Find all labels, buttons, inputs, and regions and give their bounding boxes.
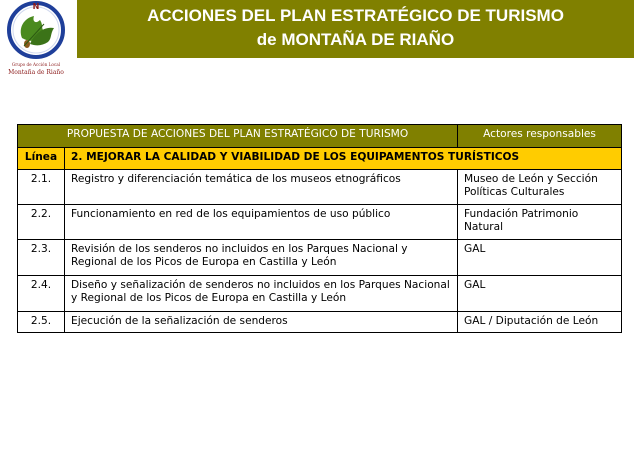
page-title-line2: de MONTAÑA DE RIAÑO (256, 30, 455, 49)
row-actor: GAL / Diputación de León (458, 312, 622, 333)
row-description: Revisión de los senderos no incluidos en los Parques Nacional y Regional de los Picos de Europa en Castilla y León (65, 240, 458, 276)
row-number: 2.2. (18, 205, 65, 240)
page-title-line1: ACCIONES DEL PLAN ESTRATÉGICO DE TURISMO (147, 6, 564, 25)
section-title: 2. MEJORAR LA CALIDAD Y VIABILIDAD DE LOS EQUIPAMENTOS TURÍSTICOS (65, 148, 622, 170)
table-row (18, 276, 622, 312)
table-row (18, 205, 622, 240)
header-actors: Actores responsables (458, 125, 622, 148)
row-actor: GAL (458, 276, 622, 312)
logo-text-line2: Montaña de Riaño (8, 69, 64, 76)
row-number: 2.1. (18, 170, 65, 205)
row-actor: Museo de León y Sección Políticas Culturales (458, 170, 622, 205)
row-description: Registro y diferenciación temática de los museos etnográficos (65, 170, 458, 205)
row-actor: Fundación Patrimonio Natural (458, 205, 622, 240)
logo-letter: N (32, 2, 40, 11)
section-row (18, 148, 622, 170)
row-number: 2.4. (18, 276, 65, 312)
row-description: Ejecución de la señalización de senderos (65, 312, 458, 333)
row-number: 2.3. (18, 240, 65, 276)
row-description: Funcionamiento en red de los equipamientos de uso público (65, 205, 458, 240)
logo (0, 0, 76, 82)
header-proposal: PROPUESTA DE ACCIONES DEL PLAN ESTRATÉGICO DE TURISMO (18, 125, 458, 148)
table-row (18, 240, 622, 276)
row-description: Diseño y señalización de senderos no incluidos en los Parques Nacional y Regional de los Picos de Europa en Castilla y León (65, 276, 458, 312)
actions-table (17, 124, 622, 333)
table-row (18, 312, 622, 333)
table-row (18, 170, 622, 205)
table-header-row (18, 125, 622, 148)
page-title-banner (77, 0, 634, 58)
oak-leaf-logo-icon (0, 0, 76, 82)
row-number: 2.5. (18, 312, 65, 333)
row-actor: GAL (458, 240, 622, 276)
logo-text-line1: Grupo de Acción Local (11, 62, 61, 67)
line-label: Línea (18, 148, 65, 170)
